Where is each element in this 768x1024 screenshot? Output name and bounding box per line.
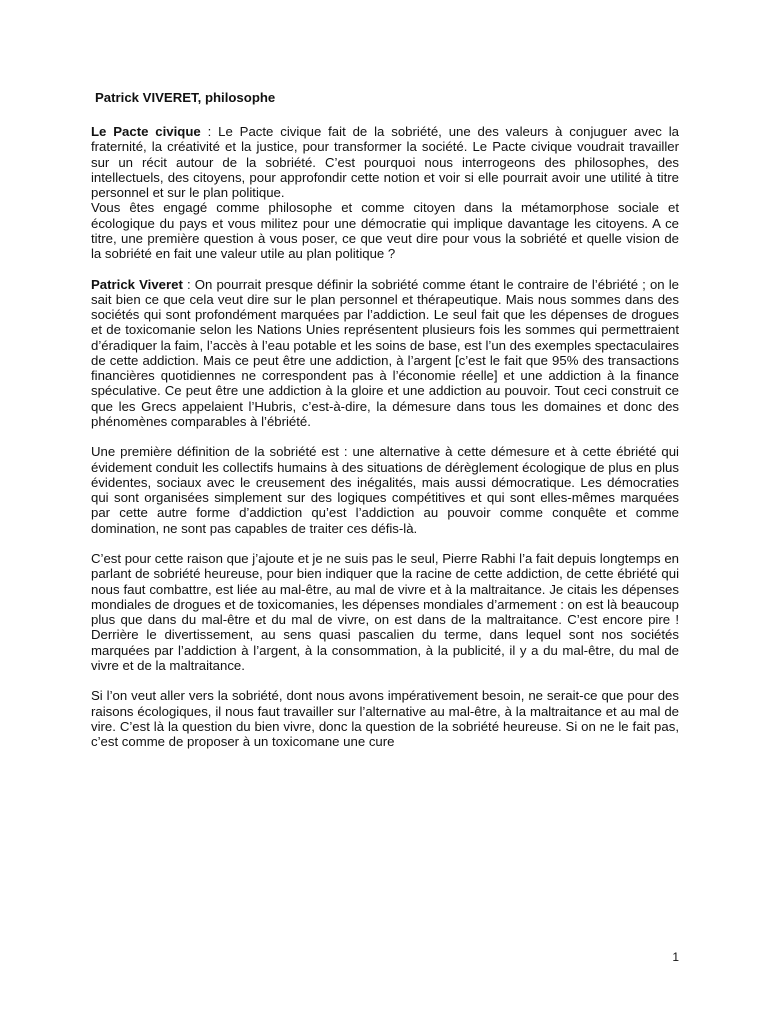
paragraph-answer-2	[91, 444, 679, 536]
paragraph-question	[91, 200, 679, 261]
paragraph-text: Vous êtes engagé comme philosophe et comme citoyen dans la métamorphose sociale et écologique du pays et vous militez pour une démocratie qui implique davantage les citoyens. A ce titre, une première question à vous poser, ce que veut dire pour vous la sobriété et quelle vision de la sobriété en fait une valeur utile au plan politique ?	[91, 200, 679, 262]
paragraph-answer-3	[91, 551, 679, 673]
page-number: 1	[672, 950, 679, 964]
paragraph-text: : On pourrait presque définir la sobriété comme étant le contraire de l’ébriété ; on le sait bien ce que cela veut dire sur le plan personnel et thérapeutique. Mais nous sommes dans des sociétés qui sont profondément marquées par l’addiction. Le seul fait que les dépenses de drogues et de toxicomanie selon les Nations Unies représentent plusieurs fois les sommes qui permettraient d’éradiquer la faim, l’accès à l’eau potable et les soins de base, est l’un des exemples spectaculaires de cette addiction. Mais ce peut être une addiction, à l’argent [c’est le fait que 95% des transactions financières quotidiennes ne correspondent pas à l’économie réelle] et une addiction à la finance spéculative. Ce peut être une addiction à la gloire et une addiction au pouvoir. Tout ceci construit ce que les Grecs appelaient l’Hubris, c’est-à-dire, la démesure dans tous les domaines et donc des phénomènes comparables à l’ébriété.	[91, 276, 679, 429]
paragraph-text: Si l’on veut aller vers la sobriété, dont nous avons impérativement besoin, ne serait-ce que pour des raisons écologiques, il nous faut travailler sur l’alternative au mal-être, à la maltraitance et au mal de vire. C’est là la question du bien vivre, donc la question de la sobriété heureuse. Si on ne le fait pas, c’est comme de proposer à un toxicomane une cure	[91, 688, 679, 750]
document-title: Patrick VIVERET, philosophe	[95, 90, 276, 105]
speaker-label: Le Pacte civique	[91, 124, 201, 140]
paragraph-text: C’est pour cette raison que j’ajoute et je ne suis pas le seul, Pierre Rabhi l’a fait depuis longtemps en parlant de sobriété heureuse, pour bien indiquer que la racine de cette addiction, de cette ébriété qui nous faut combattre, est liée au mal-être, au mal de vivre et à la maltraitance. Je citais les dépenses mondiales de drogues et de toxicomanies, les dépenses mondiales d’armement : on est là beaucoup plus que dans du mal-être et du mal de vivre, on est dans de la maltraitance. C’est encore pire ! Derrière le divertissement, au sens quasi pascalien du terme, dans lequel sont nos sociétés marquées par l’addiction à l’argent, à la consommation, à la publicité, il y a du mal-être, du mal de vivre et de la maltraitance.	[91, 551, 679, 673]
paragraph-text: Une première définition de la sobriété est : une alternative à cette démesure et à cette ébriété qui évidement conduit les collectifs humains à des situations de dérèglement écologique de plus en plus évidentes, sociaux avec le creusement des inégalités, mais aussi démocratique. Les démocraties qui sont organisées simplement sur des logiques compétitives et qui sont elles-mêmes marquées par cette autre forme d’addiction qu’est l’addiction au pouvoir comme conquête et comme domination, ne sont pas capables de traiter ces défis-là.	[91, 444, 679, 536]
speaker-label: Patrick Viveret	[91, 276, 183, 292]
paragraph-intro	[91, 124, 679, 200]
paragraph-text: : Le Pacte civique fait de la sobriété, une des valeurs à conjuguer avec la fraternité, la créativité et la justice, pour transformer la société. Le Pacte civique voudrait travailler sur un récit autour de la sobriété. C’est pourquoi nous interrogeons des philosophes, des intellectuels, des citoyens, pour approfondir cette notion et voir si elle pourrait avoir une utilité à titre personnel et sur le plan politique.	[91, 124, 679, 201]
paragraph-answer-1	[91, 277, 679, 430]
paragraph-answer-4	[91, 688, 679, 749]
